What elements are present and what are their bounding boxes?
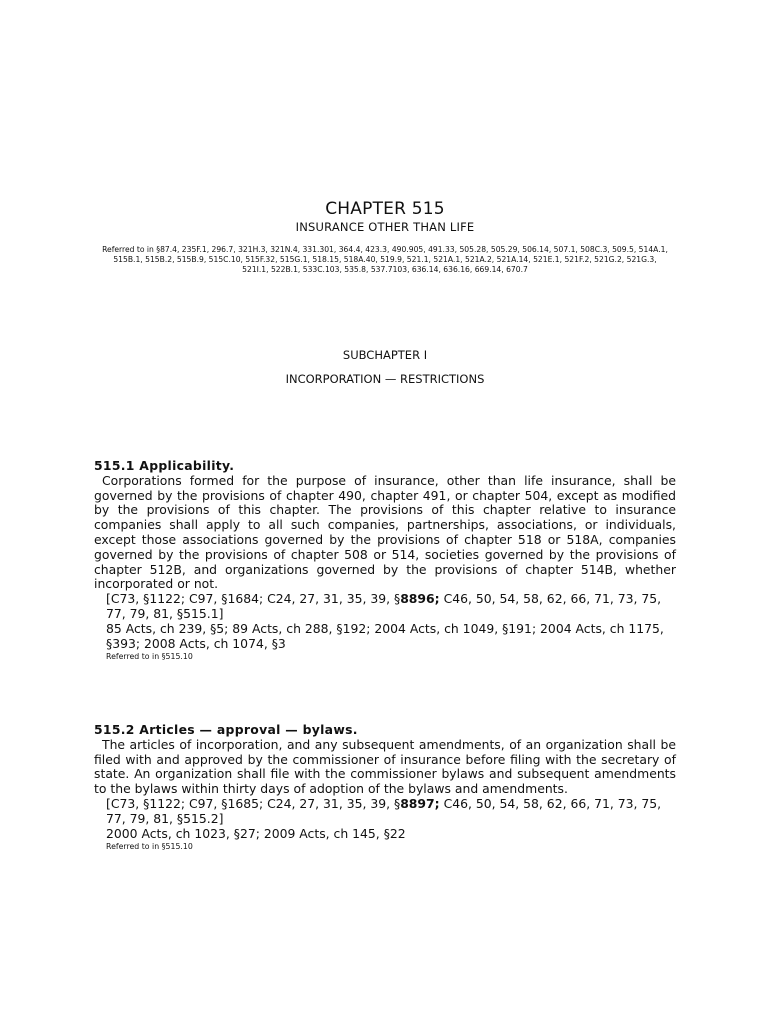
section-acts: 85 Acts, ch 239, §5; 89 Acts, ch 288, §192; 2004 Acts, ch 1049, §191; 2004 Acts, ch 1175, §393; 2008 Acts, ch 1074, §3	[106, 620, 664, 651]
section-body: Corporations formed for the purpose of insurance, other than life insurance, shall be governed by the provisions of chapter 490, chapter 491, or chapter 504, except as modified by the provisions of this chapter. The provisions of this chapter relative to insurance companies shall apply to all such companies, partnerships, associations, or individuals, except those associations governed by the provisions of chapter 518 or 518A, companies governed by the provisions of chapter 508 or 514, societies governed by the provisions of chapter 512B, and organizations governed by the provisions of chapter 514B, whether incorporated or not.	[94, 472, 676, 592]
section-515-1	[94, 459, 676, 662]
subchapter-label: SUBCHAPTER I	[342, 348, 428, 362]
section-heading: 515.1 Applicability.	[94, 458, 235, 473]
citation-bold-number: 8897;	[400, 795, 440, 811]
section-heading: 515.2 Articles — approval — bylaws.	[94, 722, 358, 737]
chapter-title: CHAPTER 515	[325, 199, 445, 219]
citation-text: C46, 50, 54, 58, 62, 66, 71, 73, 75, 77, 79, 81, §515.2]	[106, 795, 662, 826]
section-referred-to: Referred to in §515.10	[106, 652, 193, 662]
chapter-referred-to: Referred to in §87.4, 235F.1, 296.7, 321H.3, 321N.4, 331.301, 364.4, 423.3, 490.905, 491.33, 505.28, 505.29, 506.14, 507.1, 508C.3, 509.5, 514A.1, 515B.1, 515B.2, 515B.9, 515C.10, 515F.32, 515G.1, 518.15, 518A.40, 519.9, 521.1, 521A.1, 521A.2, 521A.14, 521E.1, 521F.2, 521G.2, 521G.3, 521I.1, 522B.1, 533C.103, 535.8, 537.7103, 636.14, 636.16, 669.14, 670.7	[102, 245, 668, 274]
citation-text: C46, 50, 54, 58, 62, 66, 71, 73, 75, 77, 79, 81, §515.1]	[106, 591, 662, 621]
subchapter-title: INCORPORATION — RESTRICTIONS	[285, 372, 485, 386]
citation-bold-number: 8896;	[400, 591, 440, 607]
section-citation	[94, 592, 676, 622]
section-citation	[94, 797, 676, 827]
section-body: The articles of incorporation, and any subsequent amendments, of an organization shall be filed with and approved by the commissioner of insurance before filing with the secretary of state. An organization shall file with the commissioner bylaws and subsequent amendments to the bylaws within thirty days of adoption of the bylaws and amendments.	[94, 736, 676, 797]
citation-text: [C73, §1122; C97, §1685; C24, 27, 31, 35, 39, §	[106, 795, 401, 811]
section-acts: 2000 Acts, ch 1023, §27; 2009 Acts, ch 145, §22	[106, 825, 406, 841]
section-referred-to: Referred to in §515.10	[106, 842, 193, 852]
citation-text: [C73, §1122; C97, §1684; C24, 27, 31, 35, 39, §	[106, 591, 401, 607]
section-515-2	[94, 723, 676, 852]
chapter-subtitle: INSURANCE OTHER THAN LIFE	[295, 220, 475, 234]
